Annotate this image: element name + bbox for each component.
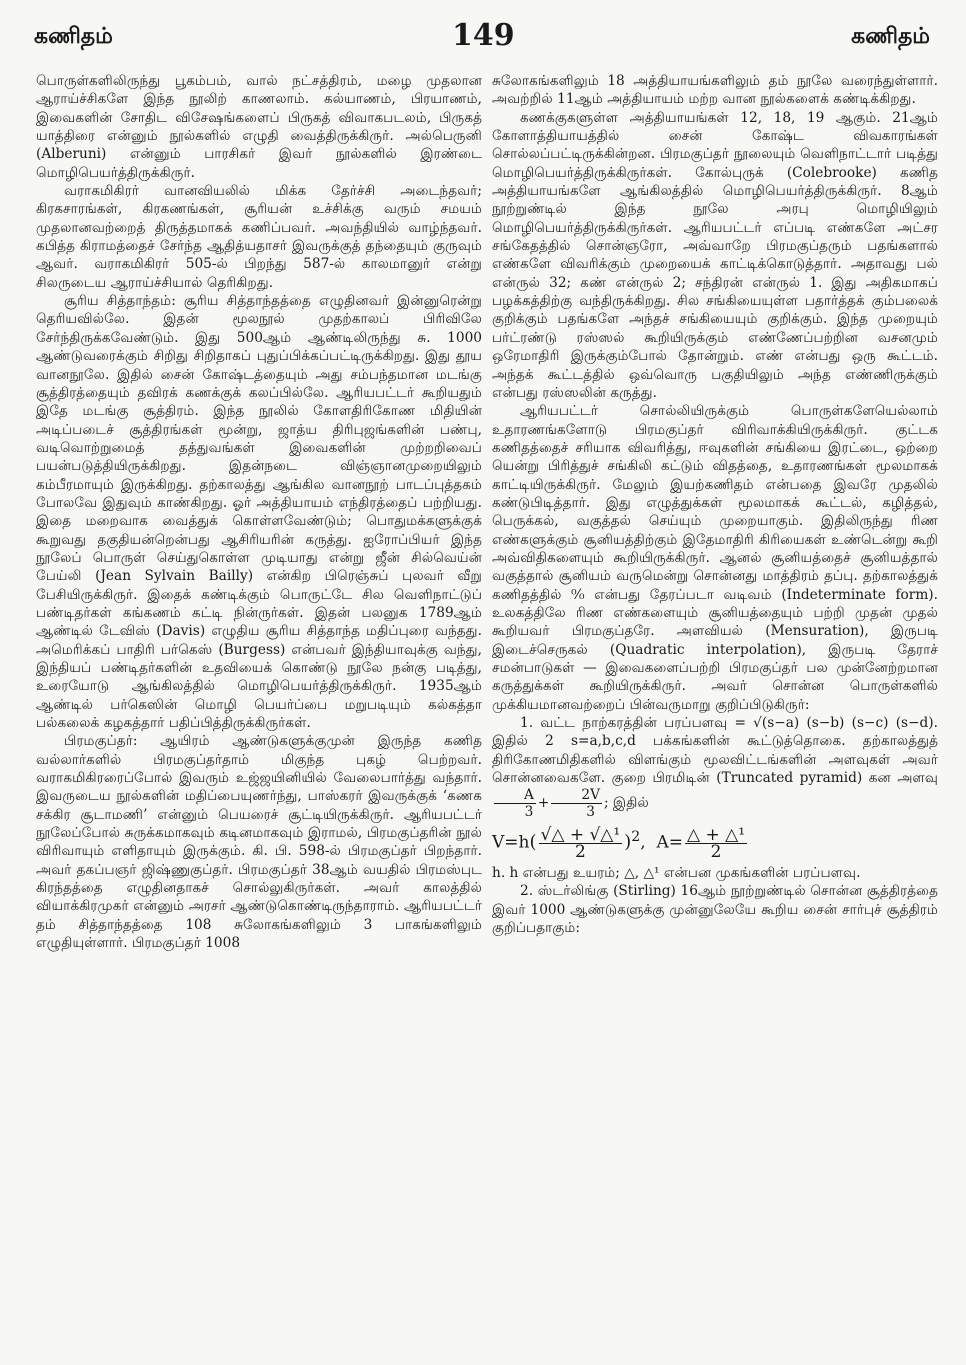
denominator: 3: [524, 804, 534, 821]
paragraph: கணக்குகளுள்ள அத்தியாயங்கள் 12, 18, 19 ஆகும். 21ஆம் கோளாத்தியாயத்தில் சைன் கோஷ்ட விவகாரங்கள் சொல்லப்பட்டிருக்கின்றன. பிரமகுப்தர் நூலையும் வெளிநாட்டார் படித்து மொழிபெயர்த்திருக்கிருர்கள். கோல்புருக் (Colebrooke) கணித அத்தியாயங்களே ஆங்கிலத்தில் மொழிபெயர்த்திருக்கிருர். 8ஆம் நூற்றுண்டில் இந்த நூலே அரபு மொழியிலும் மொழிபெயர்த்திருக்கிருர்கள். ஆரியபட்டர் எப்படி எண்களே அட்சர சங்கேதத்தில் சொன்ஞரோ, அவ்வாறே பிரமகுப்தரும் பதங்களால் எண்களே விவரிக்கும் முறையைக் காட்டிக்கொடுத்தார். அதாவது பல் என்ருல் 32; கண் என்ருல் 2; சந்திரன் என்ருல் 1. இது அதிகமாகப் பழக்கத்திற்கு வந்திருக்கிறது. சில சங்கியையுள்ள பதார்த்தக் கும்பலைக் குறிக்கும் பதங்களே அந்தச் சங்கியையும் குறிக்கும். இந்த முறையும் பர்ட்ரண்டு ரஸ்ஸல் கூறியிருக்கும் எண்ணேப்பற்றின வசனமும் ஒரேமாதிரி இருக்கும்போல் தோன்றும். எண் என்பது ஒரு கூட்டம். அந்தக் கூட்டத்தில் ஒவ்வொரு பகுதியிலும் அந்த எண்ணிருக்கும் என்பது ரஸ்ஸலின் கருத்து.: [492, 109, 938, 401]
area-formula: √(s−a) (s−b) (s−c) (s−d).: [753, 715, 938, 732]
exponent: 2: [631, 829, 641, 846]
page-number: 149: [452, 18, 515, 53]
fraction-a-over-3: [494, 787, 536, 820]
running-title-right: கணிதம்: [851, 24, 930, 49]
fraction-2v-over-3: [551, 787, 602, 820]
left-column: [36, 72, 482, 953]
paragraph: பொருள்களிலிருந்து பூகம்பம், வால் நட்சத்திரம், மழை முதலான ஆராய்ச்சிகளே இந்த நூலிற் காணலாம். கல்யாணம், பிரயாணம், இவைகளின் சோதிட விசேஷங்களைப் பிருகத் விவாகபடலம், பிருகத் யாத்திரை என்னும் நூல்களில் எழுதி வைத்திருக்கிருர். அல்பெருனி (Alberuni) என்னும் பாரசிகர் இவர் நூல்களில் இரண்டை மொழிபெயர்த்திருக்கிருர்.: [36, 73, 482, 181]
list-item: 1. வட்ட நாற்கரத்தின் பரப்பளவு = √(s−a) (s−b) (s−c) (s−d). இதில் 2 s=a,b,c,d பக்கங்களின் கூட்டுத்தொகை. தற்காலத்துத் திரிகோணமிதிகளில் விளங்கும் மூலவிட்டங்களின் அளவுகள் அவர் சொன்னவைகளே. குறை பிரமிடின் (Truncated pyramid) கன அளவு $\frac{A}{3}$ + $\frac{2V}{3}$ ; இதில்: [492, 715, 938, 821]
numerator: √△ + √△¹: [540, 825, 621, 846]
paragraph: பிரமகுப்தர்: ஆயிரம் ஆண்டுகளுக்குமுன் இருந்த கணித வல்லார்களில் பிரமகுப்தர்தாம் மிகுந்த புகழ் பெற்றவர். வராகமிகிரரைப்போல் இவரும் உஜ்ஜயினியில் வேலைபார்த்து வந்தார். இவருடைய நூல்களின் மதிப்பையுணர்ந்து, பாஸ்கரர் இவருக்குக் ‘கணக சக்கிர சூடாமணி’ என்னும் பெயரைச் சூட்டியிருக்கிருர். ஆரியபட்டர் நூலேப்போல் சுருக்கமாகவும் கடினமாகவும் இராமல், பிரமகுப்தரின் நூல் விரிவாயும் எளிதாயும் இருக்கும். கி. பி. 598-ல் பிரமகுப்தர் பிறந்தார். அவர் தகப்பஞர் ஜிஷ்ணுகுப்தர். பிரமகுப்தர் 38ஆம் வயதில் பிரமஸ்புட கிரந்தத்தை எழுதினதாகச் சொல்லுகிருர்கள். அவர் காலத்தில் வியாக்கிரமுகர் என்னும் அரசர் ஆண்டுகொண்டிருந்தாராம். ஆரியபட்டர் தம் சித்தாந்தத்தை 108 சுலோகங்களிலும் 3 பாகங்களிலும் எழுதியுள்ளார். பிரமகுப்தர் 1008: [36, 733, 482, 952]
paragraph: வராகமிகிரர் வானவியலில் மிக்க தேர்ச்சி அடைந்தவர்; கிரகசாரங்கள், கிரகணங்கள், சூரியன் உச்சிக்கு வரும் சமயம் முதலானவற்றைத் திருத்தமாகக் கணிப்பவர். அவந்தியில் வாழ்ந்தவர். கபித்த கிராமத்தைச் சேர்ந்த ஆதித்யதாசர் இவருக்குத் தந்தையும் குருவும் ஆவர். வராகமிகிரர் 505-ல் பிறந்து 587-ல் காலமானுர் என்று சிலருடைய ஆராய்ச்சியால் தெரிகிறது.: [36, 183, 482, 291]
item-text: ; இதில்: [603, 795, 649, 812]
denominator: 2: [710, 842, 722, 863]
paragraph: ஆரியபட்டர் சொல்லியிருக்கும் பொருள்களேயெல்லாம் உதாரணங்களோடு பிரமகுப்தர் விரிவாக்கியிருக்கிருர். குட்டக கணிதத்தைச் சரியாக விவரித்து, ஈவுகளின் சங்கியை இரட்டை, ஒற்றை யென்று பிரித்துச் சங்கிலி கட்டும் விதத்தை, உதாரணங்கள் மூலமாகக் காட்டியிருக்கிருர். மேலும் இயற்கணிதம் என்பதை இவரே முதலில் கண்டுபிடித்தார். இது எழுத்துக்கள் மூலமாகக் கூட்டல், கழித்தல், பெருக்கல், வகுத்தல் செய்யும் முறையாகும். இதிலிருந்து ரிண எண்களுக்கும் சூனியத்திற்கும் இதேமாதிரி கிரியைகள் உண்டென்று கூறி அவ்விதிகளையும் கூறியிருக்கிருர். ஆனல் சூனியத்தைச் சூனியத்தால் வகுத்தால் சூனியம் வருமென்று சொன்னது மாத்திரம் தப்பு. தற்காலத்துக் கணிதத்தில் ⁰⁄₀ என்பது தேரப்படா வடிவம் (Indeterminate form). உலகத்திலே ரிண எண்களையும் சூனியத்தையும் பற்றி முதன் முதல் கூறியவர் பிரமகுப்தரே. அளவியல் (Mensuration), இருபடி இடைச்செருகல் (Quadratic interpolation), இருபடி தேராச் சமன்பாடுகள் — இவைகளைப்பற்றி பிரமகுப்தர் பல முன்னேற்றமான கருத்துக்கள் கூறியிருக்கிருர். அவர் சொன்ன பொருள்களில் முக்கியமானவற்றைப் பின்வருமாறு குறிப்பிடுகிருர்:: [492, 403, 938, 713]
page-header: [0, 18, 966, 58]
numerator: A: [494, 787, 536, 804]
running-title-left: கணிதம்: [34, 24, 113, 49]
numerator: △ + △¹: [687, 825, 746, 846]
paragraph: h. h என்பது உயரம்; △, △¹ என்பன முகங்களின் பரப்பளவு.: [492, 865, 861, 882]
paragraph: சூரிய சித்தாந்தம்: சூரிய சித்தாந்தத்தை எழுதினவர் இன்னுரென்று தெரியவில்லே. இதன் மூலநூல் முதற்காலப் பிரிவிலே சேர்ந்திருக்கவேண்டும். இது 500ஆம் ஆண்டிலிருந்து சு. 1000 ஆண்டுவரைக்கும் சிறிது சிறிதாகப் புதுப்பிக்கப்பட்டிருக்கிறது. இது தூய வானநூலே. இதில் சைன் கோஷ்டத்தையும் அது சம்பந்தமான மடங்கு சூத்திரத்தையும் தவிரக் கணக்குக் கலப்பில்லே. ஆரியபட்டர் கூறியதும் இதே மடங்கு சூத்திரம். இந்த நூலில் கோளதிரிகோண மிதியின் அடிப்படைச் சூத்திரங்கள் மூன்று, ஜாத்ய திரிபுஜங்களின் பண்பு, வடிவொற்றுமைத் தத்துவங்கள் இவைகளின் முற்றறிவைப் பயன்படுத்தியிருக்கிறது. இதன்நடை விஞ்ஞானமுறையிலும் கம்பீரமாயும் இருக்கிறது. தற்காலத்து ஆங்கில வானநூற் பாடப்புத்தகம் போலவே இதுவும் காண்கிறது. ஓர் அத்தியாயம் எந்திரத்தைப் பற்றியது. இதை மறைவாக வைத்துக் கொள்ளவேண்டும்; பொதுமக்களுக்குக் கூறுவது தகுதியன்றென்பது ஆசிரியரின் கருத்து. ஐரோப்பியர் இந்த நூலேப் பொருள் செய்துகொள்ள முடியாது என்று ஜீன் சில்வெய்ன் பேய்லி (Jean Sylvain Bailly) என்கிற பிரெஞ்சுப் புலவர் வீறு பேசியிருக்கிருர். இதைக் கண்டிக்கும் பொருட்டே சில வெளிநாட்டுப் பண்டிதர்கள் கங்கணம் கட்டி நின்ருர்கள். இதன் பலனுக 1789ஆம் ஆண்டில் டேவிஸ் (Davis) எழுதிய சூரிய சித்தாந்த மதிப்புரை வந்தது. அமெரிக்கப் பாதிரி பர்கெஸ் (Burgess) என்பவர் இந்தியாவுக்கு வந்து, இந்தியப் பண்டிதர்களின் உதவியைக் கொண்டு நூலே நன்கு படித்து, உரையோடு ஆங்கிலத்தில் மொழிபெயர்த்திருக்கிருர். 1935ஆம் ஆண்டில் பர்கெஸின் மொழி பெயர்ப்பை மறுபடியும் கல்கத்தா பல்கலைக் கழகத்தார் பதிப்பித்திருக்கிருர்கள்.: [36, 293, 482, 732]
right-column: [492, 72, 938, 937]
paragraph: சுலோகங்களிலும் 18 அத்தியாயங்களிலும் தம் நூலே வரைந்துள்ளார். அவற்றில் 11ஆம் அத்தியாயம் மற்ற வான நூல்களைக் கண்டிக்கிறது.: [492, 73, 938, 108]
v-formula-left: V=h: [492, 833, 530, 854]
item-text: இதில் 2 s=a,b,c,d பக்கங்களின் கூட்டுத்தொகை. தற்காலத்துத் திரிகோணமிதிகளில் விளங்கும் மூலவிட்டங்களின் அளவுகள் அவர் சொன்னவைகளே. குறை பிரமிடின் (Truncated pyramid) கன அளவு: [492, 733, 938, 787]
item-text: 1. வட்ட நாற்கரத்தின் பரப்பளவு =: [520, 715, 746, 732]
volume-formula: V=h( $\frac{\text{√△ + √△¹}}{2}$ )$^2$, A= $\frac{\text{△ + △¹}}{2}$: [492, 825, 746, 863]
list-item: 2. ஸ்டர்லிங்கு (Stirling) 16ஆம் நூற்றுண்டில் சொன்ன சூத்திரத்தை இவர் 1000 ஆண்டுகளுக்கு முன்னுலேயே கூறிய சைன் சார்புச் சூத்திரம் குறிப்பதாகும்:: [492, 883, 938, 937]
denominator: 2: [574, 842, 586, 863]
a-formula-left: A=: [656, 833, 683, 854]
v-fraction: [539, 825, 623, 863]
a-fraction: [685, 825, 747, 863]
denominator: 3: [586, 804, 596, 821]
numerator: 2V: [551, 787, 602, 804]
